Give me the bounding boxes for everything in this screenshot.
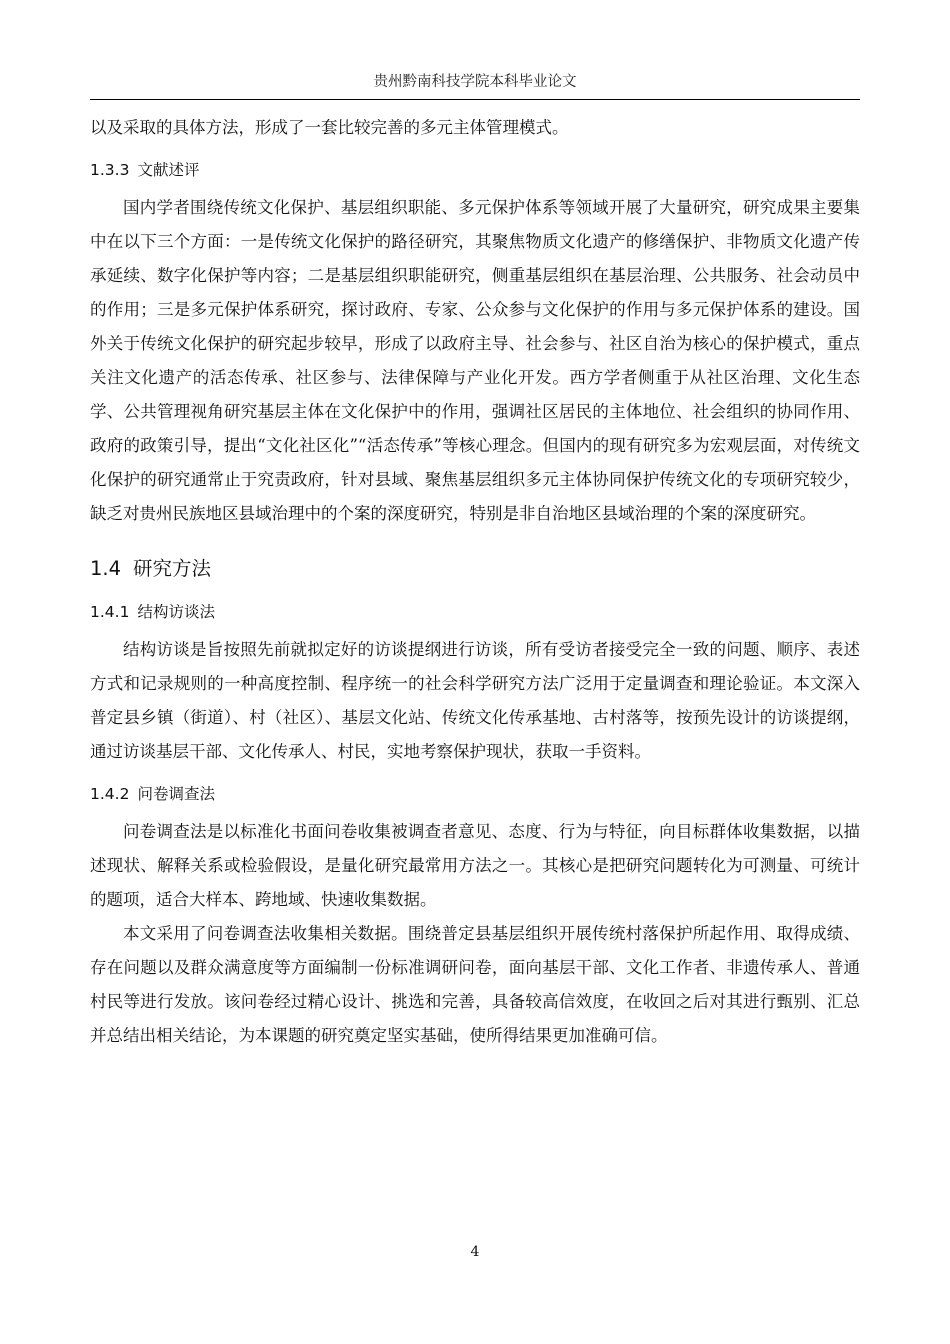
body-paragraph: 以及采取的具体方法，形成了一套比较完善的多元主体管理模式。 <box>90 118 569 137</box>
body-paragraph: 本文采用了问卷调查法收集相关数据。围绕普定县基层组织开展传统村落保护所起作用、取得成绩、存在问题以及群众满意度等方面编制一份标准调研问卷，面向基层干部、文化工作者、非遗传承人、普通村民等进行发放。该问卷经过精心设计、挑选和完善，具备较高信效度，在收回之后对其进行甄别、汇总并总结出相关结论，为本课题的研究奠定坚实基础，使所得结果更加准确可信。 <box>90 924 860 1045</box>
section-heading <box>90 551 860 587</box>
heading-number: 1.4.1 <box>90 603 130 621</box>
heading-number: 1.4 <box>90 557 122 580</box>
heading-title: 研究方法 <box>133 557 212 580</box>
subsection-heading <box>90 153 860 187</box>
subsection-heading <box>90 777 860 811</box>
page-body <box>90 111 860 1053</box>
subsection-heading <box>90 595 860 629</box>
heading-number: 1.4.2 <box>90 785 130 803</box>
heading-title: 结构访谈法 <box>137 603 215 621</box>
heading-title: 问卷调查法 <box>137 785 215 803</box>
body-paragraph: 国内学者围绕传统文化保护、基层组织职能、多元保护体系等领域开展了大量研究，研究成果主要集中在以下三个方面：一是传统文化保护的路径研究，其聚焦物质文化遗产的修缮保护、非物质文化遗产传承延续、数字化保护等内容；二是基层组织职能研究，侧重基层组织在基层治理、公共服务、社会动员中的作用；三是多元保护体系研究，探讨政府、专家、公众参与文化保护的作用与多元保护体系的建设。国外关于传统文化保护的研究起步较早，形成了以政府主导、社会参与、社区自治为核心的保护模式，重点关注文化遗产的活态传承、社区参与、法律保障与产业化开发。西方学者侧重于从社区治理、文化生态学、公共管理视角研究基层主体在文化保护中的作用，强调社区居民的主体地位、社会组织的协同作用、政府的政策引导，提出“文化社区化”“活态传承”等核心理念。但国内的现有研究多为宏观层面，对传统文化保护的研究通常止于究责政府，针对县域、聚焦基层组织多元主体协同保护传统文化的专项研究较少，缺乏对贵州民族地区县域治理中的个案的深度研究，特别是非自治地区县域治理的个案的深度研究。 <box>90 198 860 523</box>
page-number: 4 <box>470 1244 480 1260</box>
running-header: 贵州黔南科技学院本科毕业论文 <box>373 74 577 90</box>
header-rule <box>90 99 860 100</box>
heading-title: 文献述评 <box>137 161 200 179</box>
body-paragraph: 结构访谈是旨按照先前就拟定好的访谈提纲进行访谈，所有受访者接受完全一致的问题、顺序、表述方式和记录规则的一种高度控制、程序统一的社会科学研究方法广泛用于定量调查和理论验证。本文深入普定县乡镇（街道）、村（社区）、基层文化站、传统文化传承基地、古村落等，按预先设计的访谈提纲，通过访谈基层干部、文化传承人、村民，实地考察保护现状，获取一手资料。 <box>90 640 860 761</box>
body-paragraph: 问卷调查法是以标准化书面问卷收集被调查者意见、态度、行为与特征，向目标群体收集数据，以描述现状、解释关系或检验假设，是量化研究最常用方法之一。其核心是把研究问题转化为可测量、可统计的题项，适合大样本、跨地域、快速收集数据。 <box>90 822 860 909</box>
heading-number: 1.3.3 <box>90 161 130 179</box>
